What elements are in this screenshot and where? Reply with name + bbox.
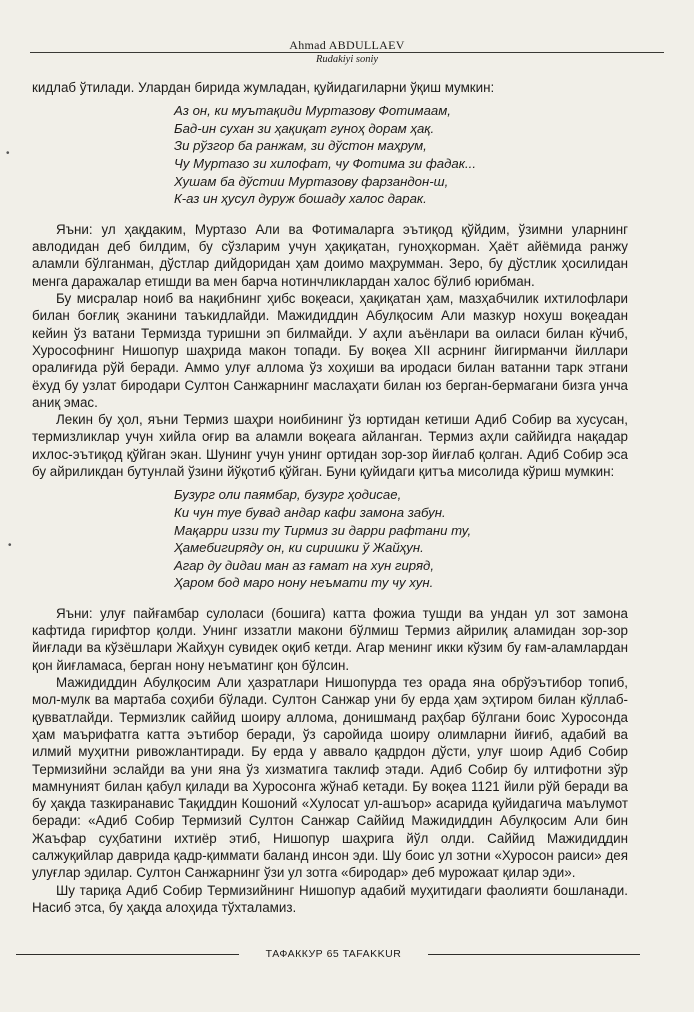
paragraph-2: Бу мисралар ноиб ва нақибнинг ҳибс воқеаси, ҳақиқатан ҳам, мазҳабчилик ихтилофлари билан боғлиқ эканини таъкидлайди. Мажидиддин Абулқосим Али мазкур нохуш воқеадан кейин ўз ватани Термизда туришни эп билмайди. У аҳли аъёнлари ва оиласи билан кўчиб, Хурософнинг Нишопур шаҳрида макон топади. Бу воқеа XII асрнинг йигирманчи йиллари оралиғида рўй беради. Аммо улуғ аллома ўз хоҳиши ва иродаси билан ватанни тарк этгани ёхуд бу узлат биродари Султон Санжарнинг маслаҳати билан юз берган-бермагани бизга унча аниқ эмас. xyxy=(32,291,628,410)
header-author: Ahmad ABDULLAEV xyxy=(289,38,405,52)
article-body xyxy=(32,79,628,916)
margin-mark-1: • xyxy=(6,148,10,159)
paragraph-4: Яъни: улуғ пайғамбар сулоласи (бошига) катта фожиа тушди ва ундан ул зот замона кафтида гирифтор қолди. Унинг иззатли макони бўлмиш Термиз айрилиқ аламидан зор-зор йиғлади ва кўзёшлари Жайҳун сувидек оқиб кетди. Агар менинг икки кўзим бу ғам-аламлардан қон йиғламаса, берган нону неъматинг қон бўлсин. xyxy=(32,605,628,673)
paragraph-0: кидлаб ўтилади. Улардан бирида жумладан, қуйидагиларни ўқиш мумкин: xyxy=(32,80,495,95)
paragraph-6: Шу тариқа Адиб Собир Термизийнинг Нишопур адабий муҳитидаги фаолияти бошланади. Насиб этса, бу ҳақда алоҳида тўхталамиз. xyxy=(32,882,628,915)
paragraph-3: Лекин бу ҳол, яъни Термиз шаҳри ноибининг ўз юртидан кетиши Адиб Собир ва хусусан, термизликлар учун хийла оғир ва аламли воқеага айланган. Термиз аҳли саййидга нақадар ихлос-эътиқод қўйган экан. Шунинг учун унинг ортидан зор-зор йиғлаб қолган. Адиб Собир эса бу айриликдан бутунлай ўзини йўқотиб қўйган. Буни қуйидаги қитъа мисолида кўриш мумкин: xyxy=(32,412,628,480)
verse-line: К-аз ин ҳусул дуруж бошаду халос дарак. xyxy=(174,191,427,207)
verse-block-2 xyxy=(174,486,628,592)
verse-line: Зи рўзгор ба ранжам, зи дўстон маҳрум, xyxy=(174,138,427,154)
margin-mark-2: • xyxy=(8,540,12,551)
footer-rule-right xyxy=(428,954,640,955)
verse-line: Хушам ба дўстии Муртазову фарзандон-ш, xyxy=(174,173,449,189)
paragraph-1: Яъни: ул ҳақдаким, Муртазо Али ва Фотималарга эътиқод қўйдим, ўзимни уларнинг авлодидан деб билдим, бу сўзларим учун ҳақиқатан, гуноҳкорман. Ҳаёт айёмида ранжу аламли бўлганман, дўстлар дийдоридан ҳам доимо маҳрумман. Зеро, бу дўстлик ҳосилидан менга даражалар етишди ва мен барча нотинчликлардан халос бўлиб юрибман. xyxy=(32,221,628,289)
verse-line: Мақарри иззи ту Тирмиз зи дарри рафтани ту, xyxy=(174,522,472,538)
verse-line: Ҳамебигиряду он, ки сиришки ў Жайҳун. xyxy=(174,540,424,556)
verse-block-1 xyxy=(174,102,628,208)
footer-text: ТАФАККУР 65 TAFAKKUR xyxy=(265,948,402,960)
verse-line: Агар ду дидаи ман аз ғамат на хун гиряд, xyxy=(174,557,434,573)
header-rule xyxy=(30,52,664,53)
verse-line: Ҳаром бод маро нону неъмати ту чу хун. xyxy=(174,575,434,591)
header-subtitle: Rudakiyi soniy xyxy=(315,54,379,65)
paragraph-5: Мажидиддин Абулқосим Али ҳазратлари Нишопурда тез орада яна обрўэътибор топиб, мол-мулк ва мартаба соҳиби бўлади. Султон Санжар уни бу ерда ҳам эҳтиром билан кўллаб-қувватлайди. Термизлик саййид шоиру аллома, донишманд раҳбар бўлгани боис Хуросонда ҳам маърифатга катта эътибор беради, ўз саройида шоиру олимларни йиғиб, адабий ва илмий муҳитни ривожлантиради. Бу ерда у аввало қадрдон дўсти, улуғ шоир Адиб Собир Термизийни эслайди ва уни яна ўз хизматига таклиф этади. Адиб Собир бу илтифотни зўр мамнуният билан қабул қилади ва Хуросонга жўнаб кетади. Бу воқеа 1121 йили рўй беради ва бу ҳақда тазкиранавис Тақиддин Кошоний «Хулосат ул-ашъор» асарида қуйидагича маълумот беради: «Адиб Собир Термизий Султон Санжар Саййид Мажидиддин Абулқосим Али бин Жаъфар суҳбатини ихтиёр этиб, Нишопур шаҳрига йўл олди. Саййид Мажидиддин салжуқийлар даврида қадр-қиммати баланд инсон эди. Шу боис ул зотни «Хуросон раиси» дея улуғлар эдилар. Султон Санжарнинг ўзи ул зотга «биродар» деб мурожаат қилар эди». xyxy=(32,675,628,881)
verse-line: Бузург оли паямбар, бузург ҳодисае, xyxy=(174,487,402,503)
verse-line: Бад-ин сухан зи ҳақиқат гуноҳ дорам ҳақ. xyxy=(174,120,435,136)
page-footer xyxy=(16,947,640,961)
verse-line: Ки чун туе бувад андар кафи замона забун. xyxy=(174,504,446,520)
verse-line: Аз он, ки муътақиди Муртазову Фотимаам, xyxy=(174,103,451,119)
footer-rule-left xyxy=(16,954,239,955)
verse-line: Чу Муртазо зи хилофат, чу Фотима зи фадак... xyxy=(174,156,476,172)
